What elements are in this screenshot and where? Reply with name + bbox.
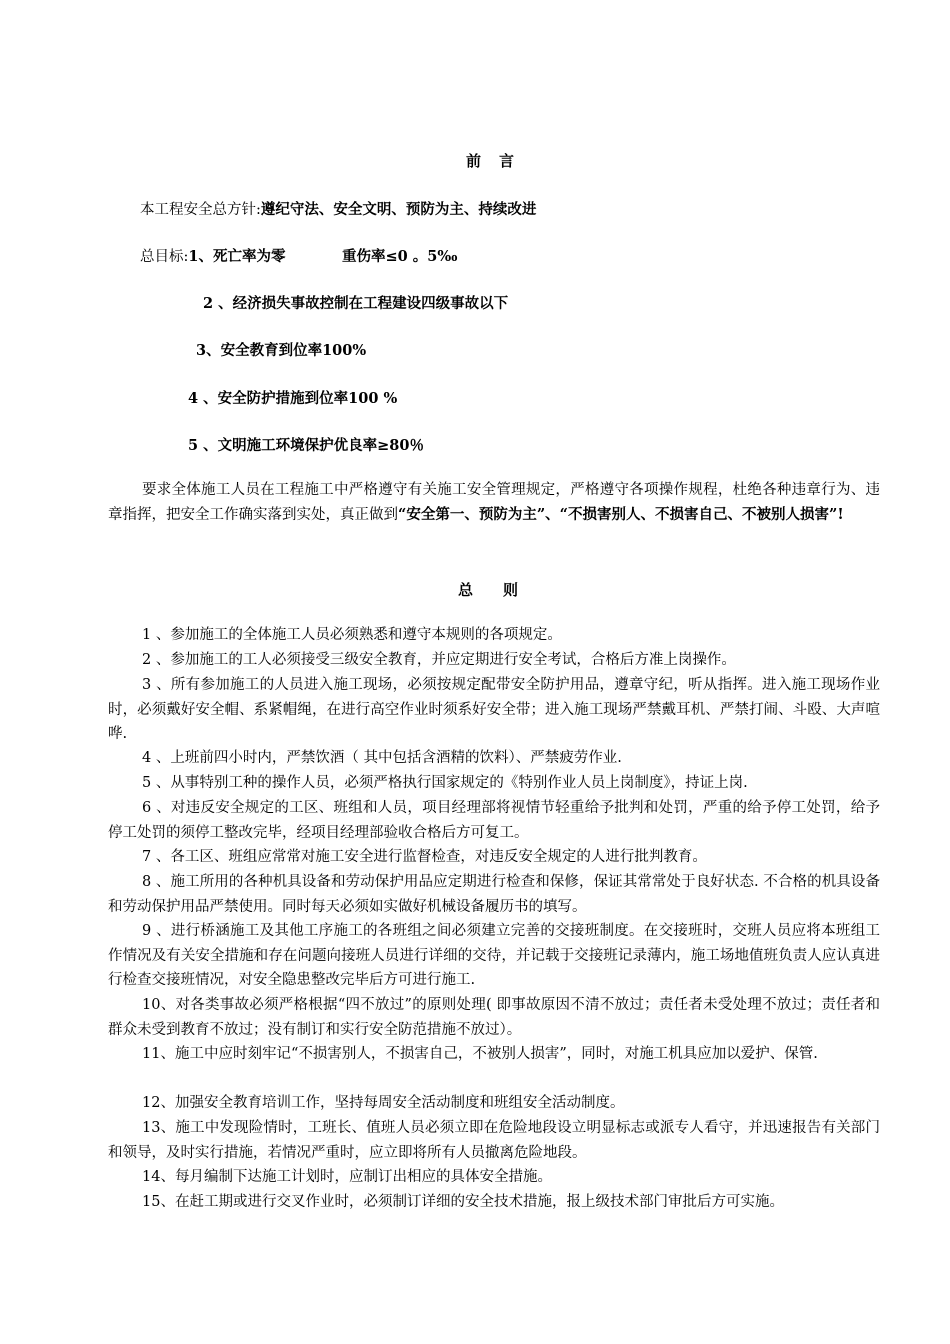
requirement-text: 要求全体施工人员在工程施工中严格遵守有关施工安全管理规定，严格遵守各项操作规程，杜绝各种违章行为、违章指挥，把安全工作确实落到实处，真正做到 (108, 482, 880, 523)
general-rules-title: 总则 (458, 581, 549, 599)
rule-item: 11、施工中应时刻牢记“不损害别人，不损害自己，不被别人损害”，同时，对施工机具应加以爱护、保管. (142, 1046, 818, 1062)
goal-label: 总目标: (140, 249, 189, 265)
rule-item: 1 、参加施工的全体施工人员必须熟悉和遵守本规则的各项规定。 (142, 627, 562, 643)
requirement-paragraph (108, 479, 880, 527)
goal-1b: 重伤率≤0 。5‰ (342, 248, 458, 265)
rule-item: 10、对各类事故必须严格根据“四不放过”的原则处理( 即事故原因不清不放过；责任者未受处理不放过；责任者和群众未受到教育不放过；没有制订和实行安全防范措施不放过）。 (108, 997, 880, 1038)
safety-policy-line (140, 198, 536, 219)
rule-item: 2 、参加施工的工人必须接受三级安全教育，并应定期进行安全考试，合格后方准上岗操作。 (142, 652, 736, 668)
policy-label: 本工程安全总方针: (140, 202, 261, 218)
goal-line-1 (140, 245, 285, 266)
rule-item: 9 、进行桥涵施工及其他工序施工的各班组之间必须建立完善的交接班制度。在交接班时，交班人员应将本班组工作情况及有关安全措施和存在问题向接班人员进行详细的交待，并记载于交接班记录薄内，施工场地值班负责人应认真进行检查交接班情况，对安全隐患整改完毕后方可进行施工. (108, 923, 880, 988)
rule-item: 14、每月编制下达施工计划时，应制订出相应的具体安全措施。 (142, 1169, 552, 1185)
goal-line-2: 2 、经济损失事故控制在工程建设四级事故以下 (203, 295, 509, 312)
goal-line-5: 5 、文明施工环境保护优良率≥80％ (188, 437, 424, 454)
rule-item: 8 、施工所用的各种机具设备和劳动保护用品应定期进行检查和保修，保证其常常处于良好状态. 不合格的机具设备和劳动保护用品严禁使用。同时每天必须如实做好机械设备履历书的填写。 (108, 874, 880, 915)
preface-title: 前言 (466, 152, 533, 170)
goal-line-3: 3、安全教育到位率100% (196, 342, 367, 359)
rule-item: 6 、对违反安全规定的工区、班组和人员，项目经理部将视情节轻重给予批判和处罚，严重的给予停工处罚，给予停工处罚的须停工整改完毕，经项目经理部验收合格后方可复工。 (108, 800, 880, 841)
rule-item: 7 、各工区、班组应常常对施工安全进行监督检查，对违反安全规定的人进行批判教育。 (142, 849, 707, 865)
rule-item: 5 、从事特别工种的操作人员，必须严格执行国家规定的《特别作业人员上岗制度》，持证上岗. (142, 775, 748, 791)
rule-item: 15、在赶工期或进行交叉作业时，必须制订详细的安全技术措施，报上级技术部门审批后方可实施。 (142, 1194, 784, 1210)
policy-value: 遵纪守法、安全文明、预防为主、持续改进 (260, 201, 537, 218)
rule-item: 3 、所有参加施工的人员进入施工现场，必须按规定配带安全防护用品，遵章守纪，听从指挥。进入施工现场作业时，必须戴好安全帽、系紧帽绳，在进行高空作业时须系好安全带；进入施工现场严禁戴耳机、严禁打闹、斗殴、大声喧哗. (108, 677, 880, 742)
goal-line-4: 4 、安全防护措施到位率100 % (188, 390, 398, 407)
requirement-slogan: “安全第一、预防为主”、“不损害别人、不损害自己、不被别人损害”! (398, 505, 844, 523)
rule-item: 12、加强安全教育培训工作，坚持每周安全活动制度和班组安全活动制度。 (142, 1095, 625, 1111)
rule-item: 13、施工中发现险情时，工班长、值班人员必须立即在危险地段设立明显标志或派专人看守，并迅速报告有关部门和领导，及时实行措施，若情况严重时，应立即将所有人员撤离危险地段。 (108, 1120, 880, 1161)
rule-item: 4 、上班前四小时内，严禁饮酒（ 其中包括含酒精的饮料）、严禁疲劳作业. (142, 750, 622, 766)
goal-1a: 1、死亡率为零 (188, 248, 286, 265)
